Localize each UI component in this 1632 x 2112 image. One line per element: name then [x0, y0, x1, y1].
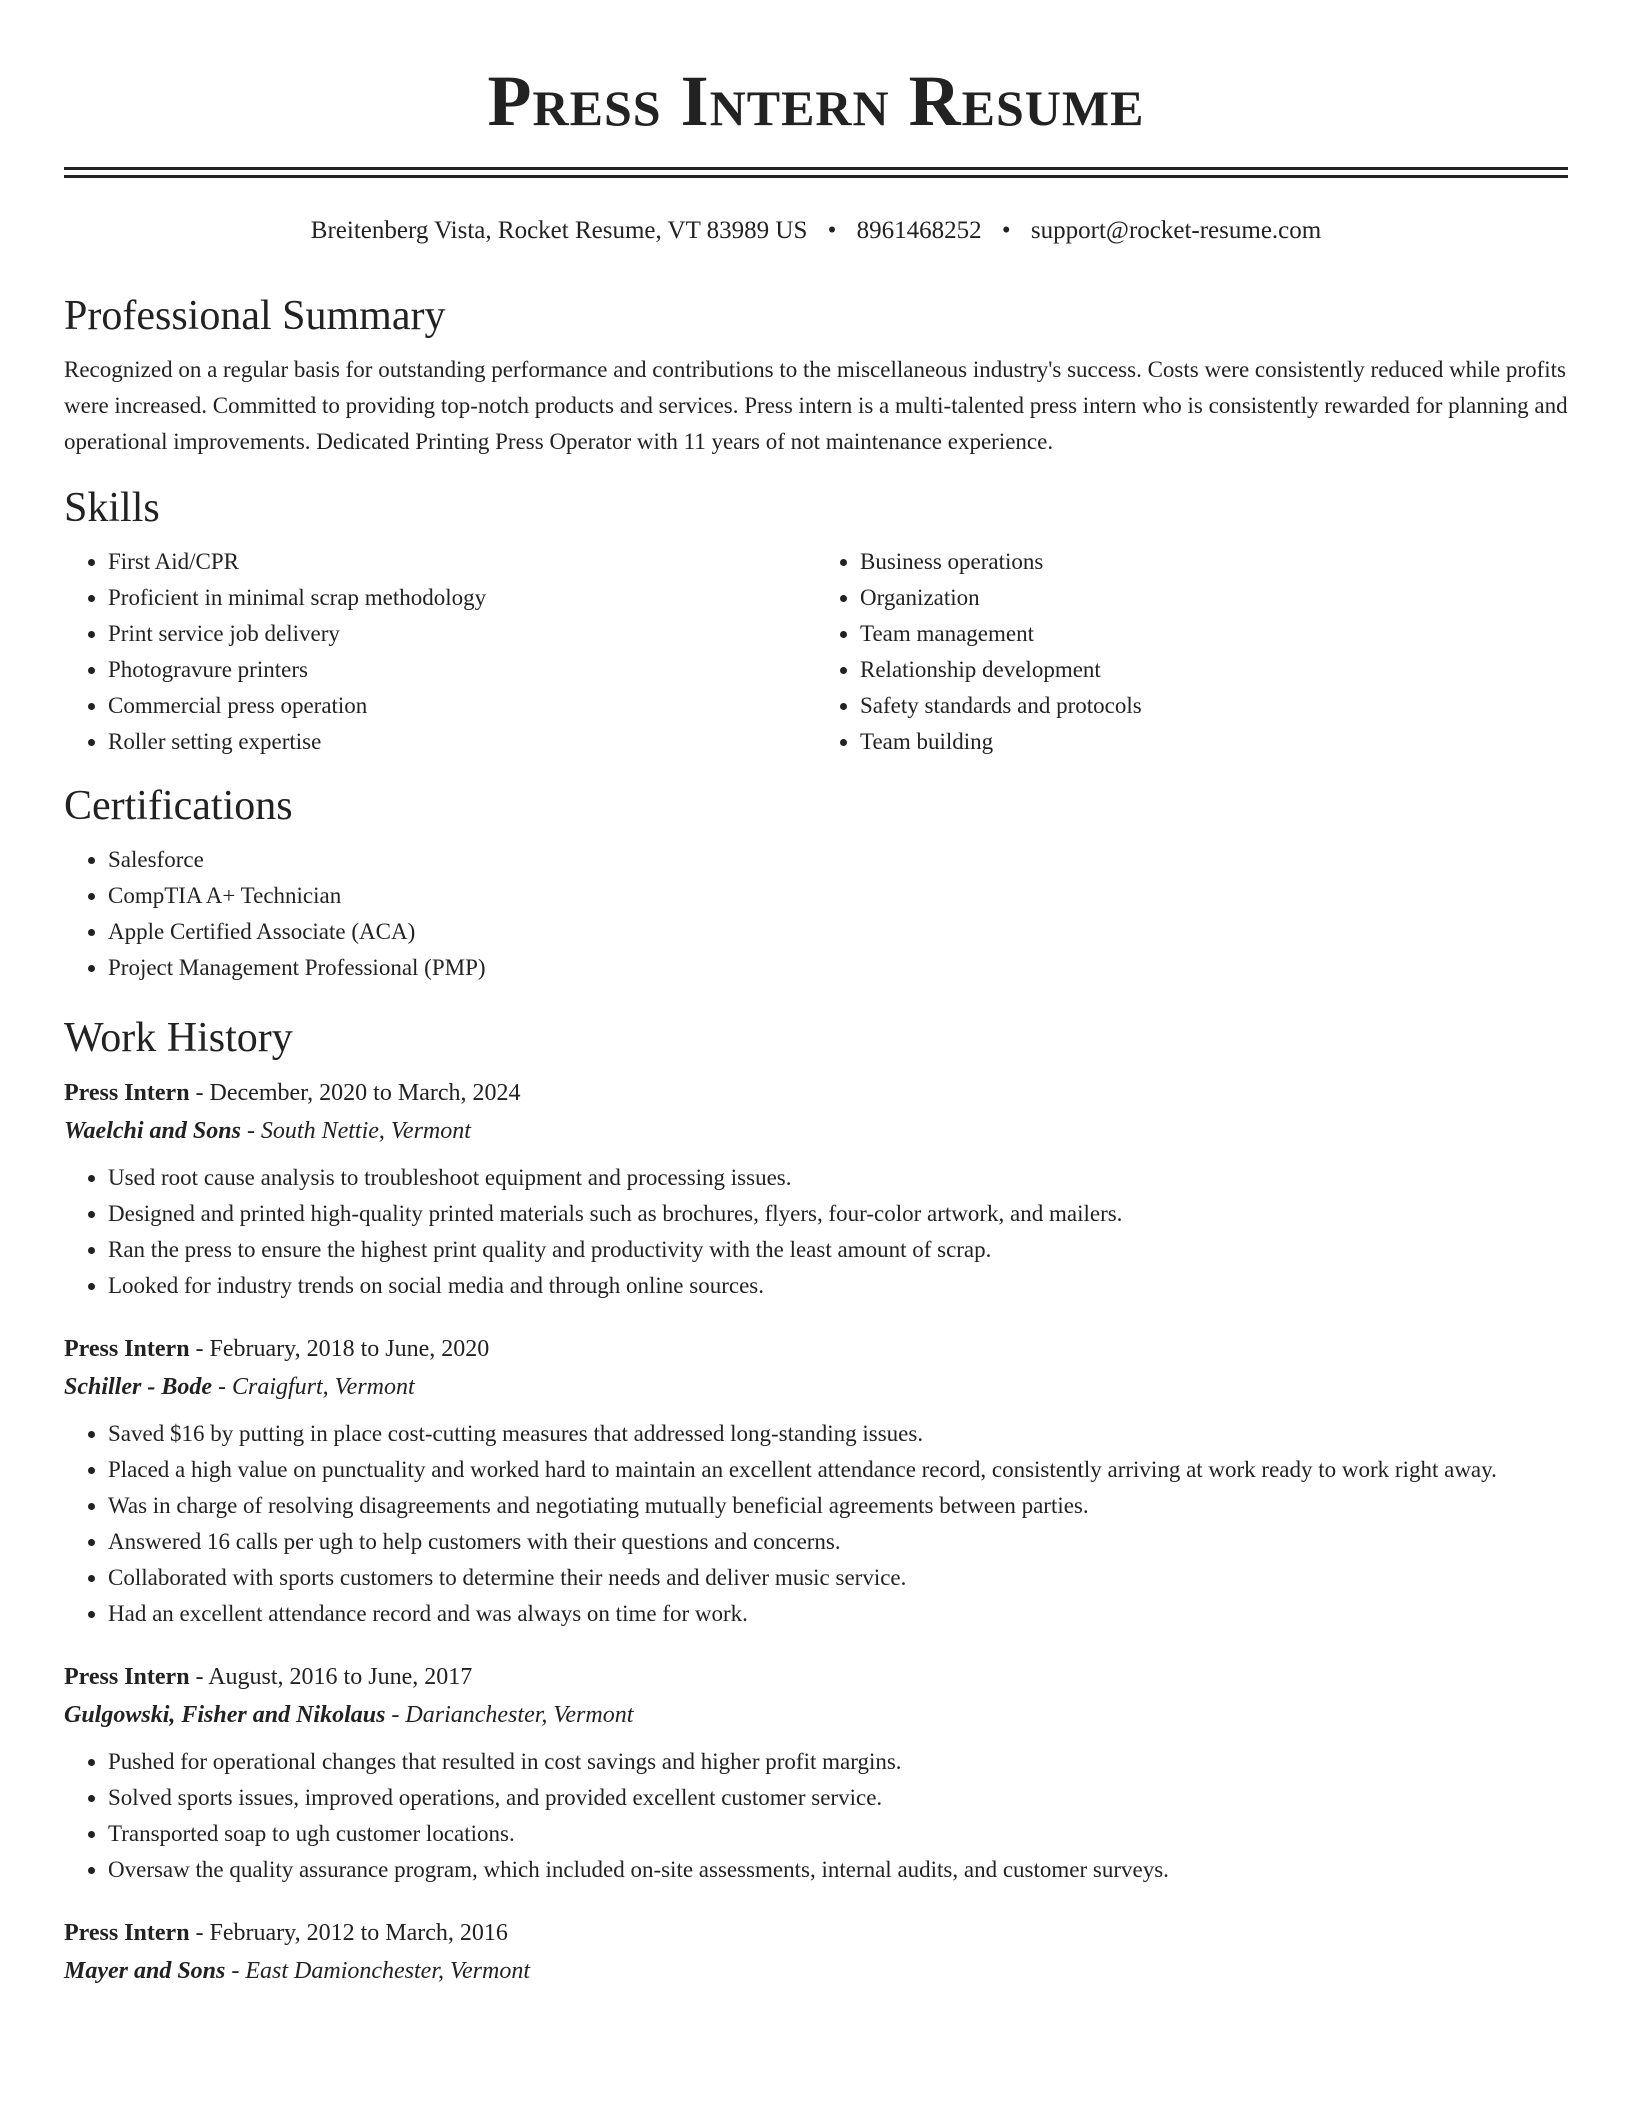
skills-section: [64, 482, 1568, 760]
job-bullet: • Pushed for operational changes that resulted in cost savings and higher profit margins.: [108, 1744, 1568, 1780]
job-bullet: • Used root cause analysis to troubleshoot equipment and processing issues.: [108, 1160, 1568, 1196]
contact-line: [0, 213, 1632, 249]
certification-item: • Apple Certified Associate (ACA): [108, 914, 1568, 950]
job-title: Press Intern: [64, 1080, 190, 1106]
job-company: Mayer and Sons: [64, 1958, 226, 1984]
job-bullet: • Had an excellent attendance record and was always on time for work.: [108, 1596, 1568, 1632]
job-company: Schiller - Bode: [64, 1374, 212, 1400]
job-bullet: • Transported soap to ugh customer locations.: [108, 1816, 1568, 1852]
work-history-heading: Work History: [64, 1015, 293, 1061]
certifications-heading: Certifications: [64, 783, 293, 829]
skill-item: • Team building: [860, 724, 1568, 760]
job-entry: [64, 1330, 1568, 1632]
job-company-line: [64, 1952, 1568, 1990]
skill-item: • Relationship development: [860, 652, 1568, 688]
skill-item: • Commercial press operation: [108, 688, 816, 724]
job-bullet: • Solved sports issues, improved operations, and provided excellent customer service.: [108, 1780, 1568, 1816]
job-title-line: [64, 1914, 1568, 1952]
work-history-section: [64, 1012, 1568, 1990]
resume-content: [64, 290, 1568, 2016]
job-company: Gulgowski, Fisher and Nikolaus: [64, 1702, 386, 1728]
job-bullets: [64, 1160, 1568, 1304]
job-dates: - February, 2018 to June, 2020: [189, 1336, 490, 1362]
summary-heading: Professional Summary: [64, 293, 446, 339]
skill-item: • Business operations: [860, 544, 1568, 580]
job-dates: - December, 2020 to March, 2024: [189, 1080, 521, 1106]
contact-separator: •: [1001, 217, 1011, 244]
job-location: - East Damionchester, Vermont: [225, 1958, 531, 1984]
skills-list-left: [64, 544, 816, 760]
certification-item: • Project Management Professional (PMP): [108, 950, 1568, 986]
job-entry: [64, 1914, 1568, 1990]
certification-item: • Salesforce: [108, 842, 1568, 878]
skill-item: • Print service job delivery: [108, 616, 816, 652]
skill-item: • Organization: [860, 580, 1568, 616]
job-location: - South Nettie, Vermont: [240, 1118, 471, 1144]
title-rule-top: [64, 167, 1568, 170]
resume-title: Press Intern Resume: [487, 61, 1145, 141]
job-company: Waelchi and Sons: [64, 1118, 241, 1144]
skill-item: • Team management: [860, 616, 1568, 652]
skill-item: • Photogravure printers: [108, 652, 816, 688]
work-history-jobs: [64, 1074, 1568, 1990]
job-title-line: [64, 1074, 1568, 1112]
job-dates: - August, 2016 to June, 2017: [189, 1664, 473, 1690]
job-dates: - February, 2012 to March, 2016: [189, 1920, 508, 1946]
job-company-line: [64, 1368, 1568, 1406]
skill-item: • Roller setting expertise: [108, 724, 816, 760]
job-bullet: • Answered 16 calls per ugh to help customers with their questions and concerns.: [108, 1524, 1568, 1560]
certifications-section: [64, 780, 1568, 986]
summary-text: Recognized on a regular basis for outstanding performance and contributions to the miscellaneous industry's success. Costs were consistently reduced while profits were increased. Committed to providing top-notch products and services. Press intern is a multi-talented press intern who is consistently rewarded for planning and operational improvements. Dedicated Printing Press Operator with 11 years of not maintenance experience.: [64, 357, 1568, 454]
job-bullet: • Was in charge of resolving disagreements and negotiating mutually beneficial agreements between parties.: [108, 1488, 1568, 1524]
skill-item: • First Aid/CPR: [108, 544, 816, 580]
job-bullet: • Collaborated with sports customers to determine their needs and deliver music service.: [108, 1560, 1568, 1596]
contact-address: Breitenberg Vista, Rocket Resume, VT 83989 US: [310, 217, 808, 244]
skill-item: • Proficient in minimal scrap methodology: [108, 580, 816, 616]
skills-columns: [64, 544, 1568, 760]
job-bullet: • Ran the press to ensure the highest print quality and productivity with the least amount of scrap.: [108, 1232, 1568, 1268]
job-title-line: [64, 1330, 1568, 1368]
certification-item: • CompTIA A+ Technician: [108, 878, 1568, 914]
job-company-line: [64, 1112, 1568, 1150]
job-entry: [64, 1074, 1568, 1304]
job-bullets: [64, 1744, 1568, 1888]
contact-separator: •: [827, 217, 837, 244]
contact-email: support@rocket-resume.com: [1030, 217, 1322, 244]
skills-heading: Skills: [64, 485, 160, 531]
job-title: Press Intern: [64, 1920, 190, 1946]
certifications-list: [64, 842, 1568, 986]
title-rule-bottom: [64, 175, 1568, 178]
job-bullet: • Saved $16 by putting in place cost-cutting measures that addressed long-standing issues.: [108, 1416, 1568, 1452]
job-location: - Darianchester, Vermont: [385, 1702, 634, 1728]
job-title: Press Intern: [64, 1336, 190, 1362]
job-company-line: [64, 1696, 1568, 1734]
skill-item: • Safety standards and protocols: [860, 688, 1568, 724]
job-location: - Craigfurt, Vermont: [212, 1374, 415, 1400]
summary-section: [64, 290, 1568, 460]
job-title: Press Intern: [64, 1664, 190, 1690]
contact-phone: 8961468252: [856, 217, 982, 244]
job-bullet: • Looked for industry trends on social media and through online sources.: [108, 1268, 1568, 1304]
job-bullet: • Oversaw the quality assurance program, which included on-site assessments, internal audits, and customer surveys.: [108, 1852, 1568, 1888]
skills-list-right: [816, 544, 1568, 760]
job-bullets: [64, 1416, 1568, 1632]
job-bullet: • Placed a high value on punctuality and worked hard to maintain an excellent attendance record, consistently arriving at work ready to work right away.: [108, 1452, 1568, 1488]
job-bullet: • Designed and printed high-quality printed materials such as brochures, flyers, four-color artwork, and mailers.: [108, 1196, 1568, 1232]
job-title-line: [64, 1658, 1568, 1696]
job-entry: [64, 1658, 1568, 1888]
